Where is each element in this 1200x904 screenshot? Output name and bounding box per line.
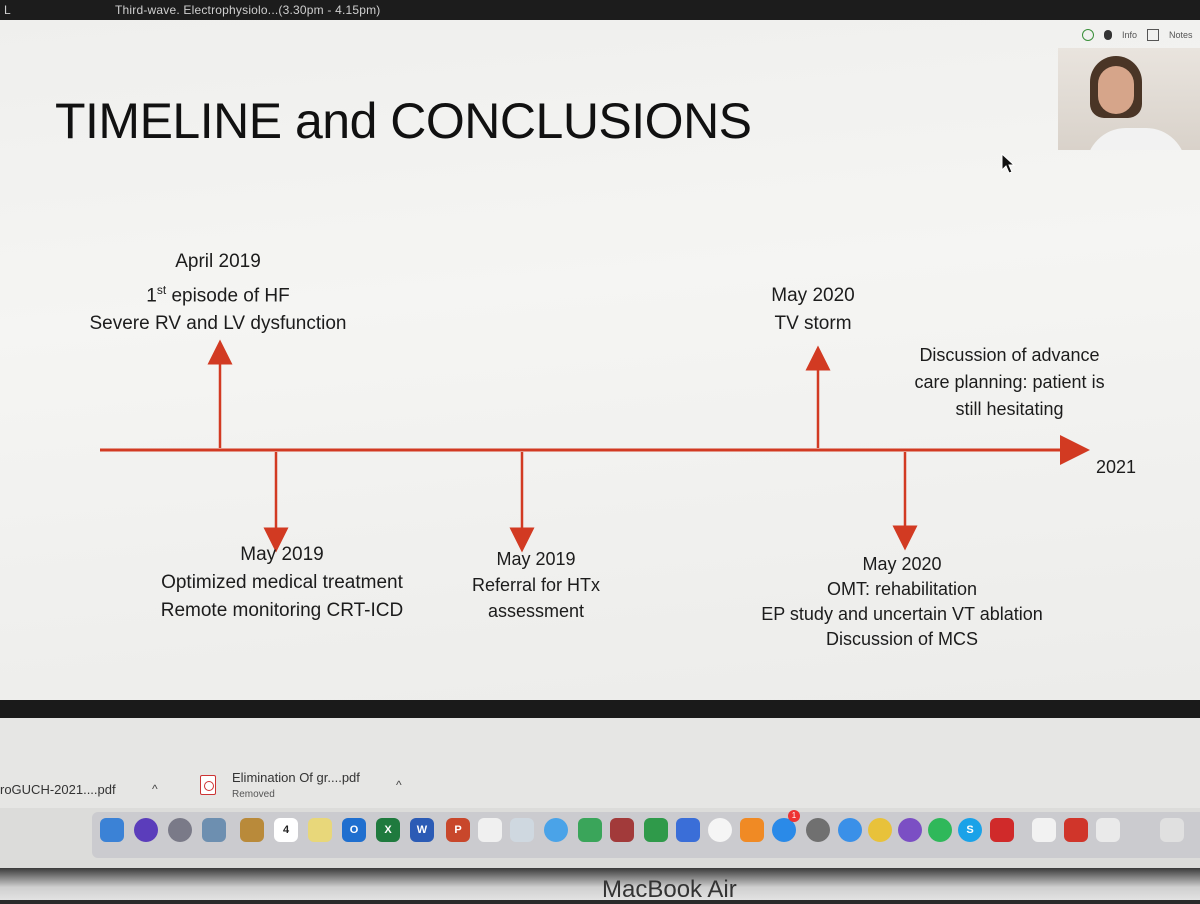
powerpoint-icon[interactable]: P (446, 818, 470, 842)
timeline-end-label: 2021 (1096, 457, 1137, 477)
event-line: still hesitating (955, 399, 1064, 419)
event-may-2019-referral (448, 546, 624, 624)
window-edge-marker: L (4, 3, 11, 17)
event-date: May 2019 (240, 544, 324, 565)
notes-button[interactable]: Notes (1169, 30, 1193, 40)
siri-icon[interactable] (134, 818, 158, 842)
info-button[interactable]: Info (1122, 30, 1138, 40)
mouse-cursor-icon (1000, 152, 1016, 176)
slide-title: TIMELINE and CONCLUSIONS (55, 93, 752, 149)
event-april-2019 (62, 248, 374, 338)
event-may-2020-omt (742, 552, 1062, 652)
facetime-icon[interactable] (578, 818, 602, 842)
event-line: Severe RV and LV dysfunction (89, 313, 347, 335)
safari-icon[interactable] (838, 818, 862, 842)
calendar-icon[interactable]: 4 (274, 818, 298, 842)
excel-icon[interactable]: X (376, 818, 400, 842)
stickies-icon[interactable] (308, 818, 332, 842)
event-date: May 2020 (862, 554, 942, 574)
whatsapp-icon[interactable] (928, 818, 952, 842)
download-menu-caret-icon[interactable]: ^ (396, 778, 402, 792)
trash-icon[interactable] (1160, 818, 1184, 842)
numbers-icon[interactable] (644, 818, 668, 842)
photo-icon[interactable] (202, 818, 226, 842)
outlook-icon[interactable]: O (342, 818, 366, 842)
keynote-icon[interactable] (676, 818, 700, 842)
event-line: Optimized medical treatment (161, 572, 403, 593)
laptop-bezel (0, 868, 1200, 900)
acrobat-icon[interactable] (990, 818, 1014, 842)
books-icon[interactable] (740, 818, 764, 842)
event-line: OMT: rehabilitation (826, 579, 978, 599)
event-line: EP study and uncertain VT ablation (761, 604, 1043, 624)
event-line: Referral for HTx (471, 575, 601, 595)
reminders-icon[interactable] (478, 818, 502, 842)
event-line: Remote monitoring CRT-ICD (160, 600, 404, 621)
skype-icon[interactable]: S (958, 818, 982, 842)
document-icon[interactable] (1032, 818, 1056, 842)
download-item-1[interactable] (0, 782, 116, 797)
event-line: 1st episode of HF (146, 283, 290, 307)
download-filename: Elimination Of gr....pdf (232, 770, 360, 785)
messages-icon[interactable] (544, 818, 568, 842)
event-date: April 2019 (175, 251, 261, 272)
finder-icon[interactable] (100, 818, 124, 842)
system-preferences-icon[interactable] (806, 818, 830, 842)
event-line: Discussion of MCS (825, 629, 979, 649)
pdf-document-icon[interactable] (1064, 818, 1088, 842)
event-line: TV storm (774, 313, 852, 334)
event-may-2020-storm (742, 282, 884, 338)
app-store-badge: 1 (788, 810, 800, 822)
download-menu-caret-icon[interactable]: ^ (152, 782, 158, 796)
viber-icon[interactable] (898, 818, 922, 842)
event-date: May 2019 (496, 549, 576, 569)
music-icon[interactable] (708, 818, 732, 842)
download-status: Removed (232, 789, 275, 800)
downloads-bar (0, 718, 1200, 808)
event-may-2019-treatment (132, 541, 432, 625)
meeting-title: Third-wave. Electrophysiolo...(3.30pm - 4.15pm) (115, 3, 381, 17)
word-icon[interactable]: W (410, 818, 434, 842)
slide-bottom-border (0, 700, 1200, 718)
event-line: Discussion of advance (919, 345, 1100, 365)
download-filename: roGUCH-2021....pdf (0, 782, 116, 797)
launchpad-icon[interactable] (168, 818, 192, 842)
pdf-file-icon (200, 775, 216, 795)
event-line: assessment (487, 601, 585, 621)
folder-icon[interactable] (1096, 818, 1120, 842)
chrome-icon[interactable] (868, 818, 892, 842)
preview-icon[interactable] (510, 818, 534, 842)
event-advance-care-planning (892, 342, 1127, 423)
download-item-2[interactable] (232, 770, 360, 800)
photo-booth-icon[interactable] (610, 818, 634, 842)
event-date: May 2020 (771, 285, 855, 306)
event-line: care planning: patient is (914, 372, 1105, 392)
notes-icon[interactable] (240, 818, 264, 842)
laptop-brand-label: MacBook Air (602, 876, 737, 903)
